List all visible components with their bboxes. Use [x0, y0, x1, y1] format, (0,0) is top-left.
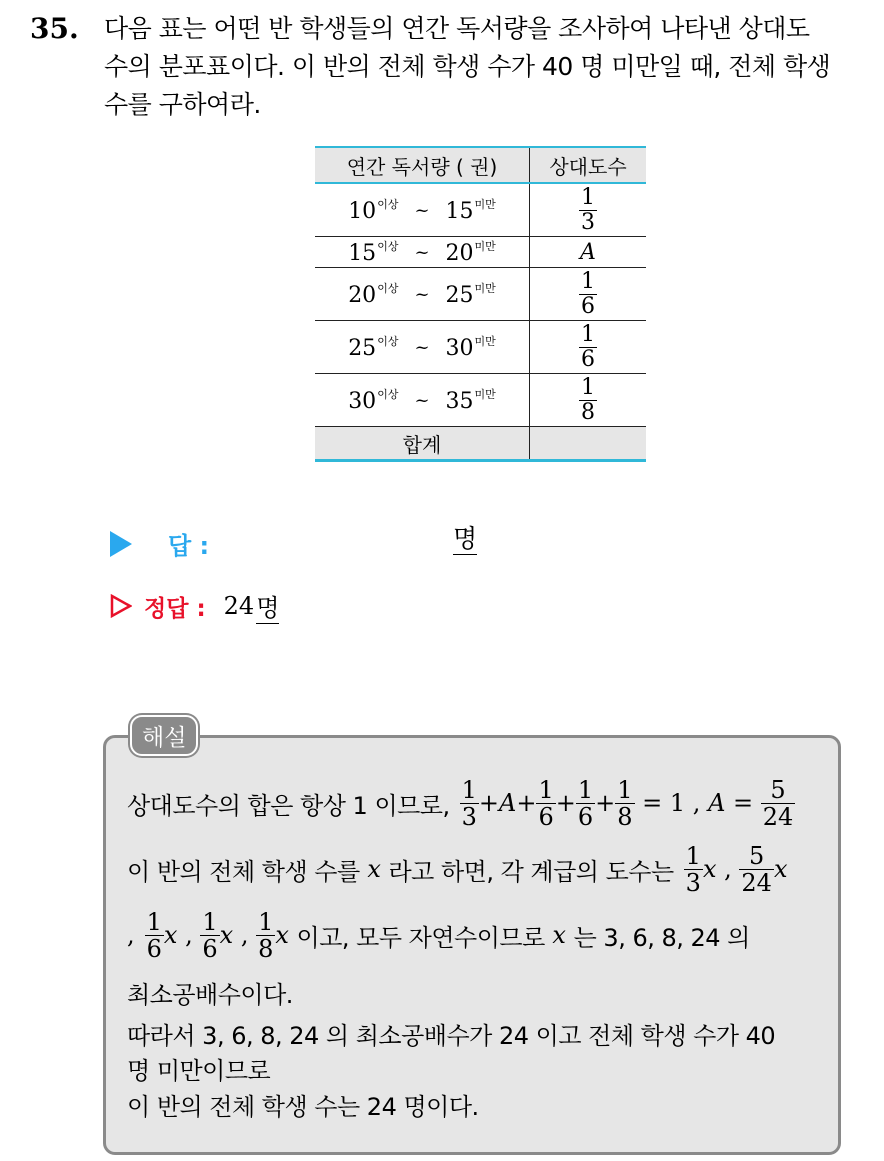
relative-frequency-value: $\frac{1}{8}$ [581, 374, 595, 425]
correct-answer-row [110, 588, 279, 624]
answer-blank-unit: 명 [453, 524, 478, 553]
header-reading-amount: 연간 독서량 ( 권) [315, 147, 530, 183]
relative-frequency-value: $\frac{1}{6}$ [581, 268, 595, 319]
table-row [315, 268, 646, 321]
explanation-line: 명 미만이므로 [127, 1056, 271, 1085]
explanation-line: 최소공배수이다. [127, 980, 293, 1009]
total-value [530, 427, 647, 461]
correct-answer-value: 24 [223, 592, 255, 620]
class-range: $25^{이상}$ ~ $30^{미만}$ [348, 335, 496, 361]
class-range: $30^{이상}$ ~ $35^{미만}$ [348, 388, 496, 414]
question-line: 수를 구하여라. [104, 90, 261, 119]
table-row [315, 237, 646, 268]
explanation-line: 이 반의 전체 학생 수는 24 명이다. [127, 1092, 479, 1121]
question-line: 수의 분포표이다. 이 반의 전체 학생 수가 40 명 미만일 때, 전체 학생 [104, 52, 831, 81]
question-text [104, 10, 866, 124]
relative-frequency-value: A [580, 239, 596, 265]
explanation-tag: 해설 [130, 715, 198, 756]
header-relative-frequency: 상대도수 [530, 147, 647, 183]
question-line: 다음 표는 어떤 반 학생들의 연간 독서량을 조사하여 나타낸 상대도 [104, 14, 810, 43]
answer-row [110, 526, 209, 561]
class-range: $10^{이상}$ ~ $15^{미만}$ [348, 198, 496, 224]
table-row [315, 321, 646, 374]
total-label: 합계 [315, 427, 530, 461]
table-total-row [315, 427, 646, 461]
explanation-line: , $\frac{1}{6}$ x , $\frac{1}{6}$ x , $\frac{1}{8}$ x 이고, 모두 자연수이므로 x 는 3, 6, 8, 24 의 [127, 907, 750, 963]
explanation-line: 이 반의 전체 학생 수를 x 라고 하면, 각 계급의 도수는 $\frac{1}{3}$ x , $\frac{5}{24}$ x [127, 841, 788, 897]
answer-label: 답 : [168, 532, 210, 560]
relative-frequency-table [315, 146, 646, 462]
explanation-line: 상대도수의 합은 항상 1 이므로, $\frac{1}{3}$ + A + $\frac{1}{6}$ + $\frac{1}{6}$ + $\frac{1}{8}$ = 1 , A = $\frac{5}{24}$ [127, 775, 794, 831]
correct-answer-label: 정답 : [144, 595, 206, 622]
relative-frequency-value: $\frac{1}{3}$ [581, 184, 595, 235]
correct-answer-unit: 명 [256, 588, 279, 624]
explanation-line: 따라서 3, 6, 8, 24 의 최소공배수가 24 이고 전체 학생 수가 40 [127, 1021, 776, 1050]
class-range: $15^{이상}$ ~ $20^{미만}$ [348, 240, 496, 266]
class-range: $20^{이상}$ ~ $25^{미만}$ [348, 282, 496, 308]
explanation-content [127, 770, 827, 1122]
question-number: 35. [30, 12, 79, 45]
relative-frequency-value: $\frac{1}{6}$ [581, 321, 595, 372]
table-row [315, 374, 646, 427]
outline-triangle-icon [110, 594, 132, 618]
play-triangle-icon [110, 531, 132, 557]
table-row [315, 183, 646, 237]
